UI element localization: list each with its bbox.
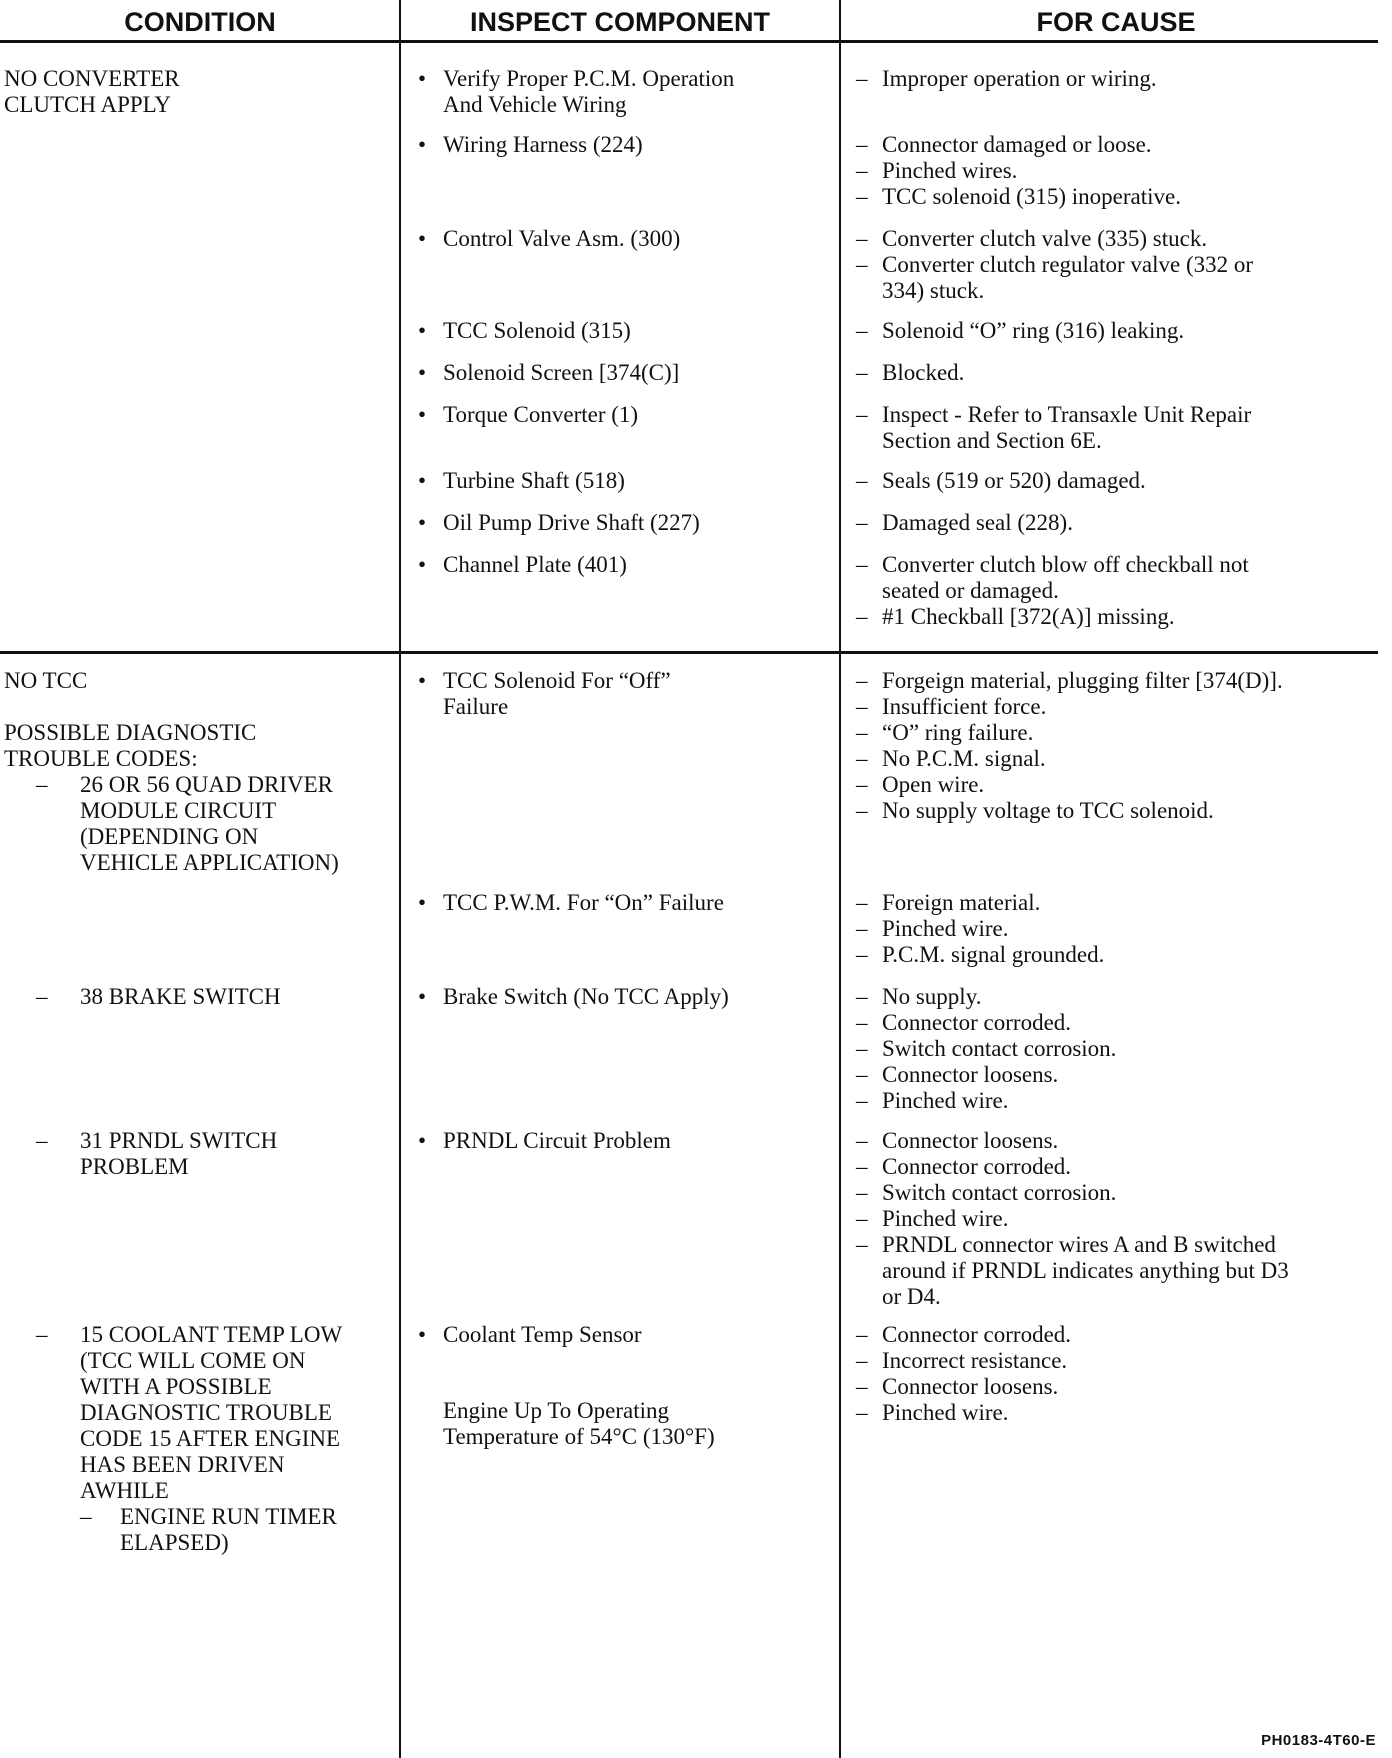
subcode-line: ENGINE RUN TIMER [120, 1504, 337, 1529]
code-line: PROBLEM [80, 1154, 189, 1179]
component-line: And Vehicle Wiring [443, 92, 627, 117]
dash-icon: – [856, 1322, 868, 1347]
cause-line: Seals (519 or 520) damaged. [882, 468, 1146, 493]
dash-icon: – [856, 1154, 868, 1179]
column-divider-right [839, 0, 841, 1758]
code-line: VEHICLE APPLICATION) [80, 850, 339, 875]
dash-icon: – [856, 798, 868, 823]
header-condition: CONDITION [124, 7, 276, 37]
cause-line: Foreign material. [882, 890, 1041, 915]
dash-icon: – [856, 1088, 868, 1113]
dash-icon: – [36, 1322, 48, 1347]
code-line: (DEPENDING ON [80, 824, 259, 849]
dash-icon: – [856, 1062, 868, 1087]
dash-icon: – [36, 1128, 48, 1153]
cause-line: Incorrect resistance. [882, 1348, 1068, 1373]
header-for-cause: FOR CAUSE [1036, 7, 1196, 37]
cause-line: “O” ring failure. [882, 720, 1034, 745]
dash-icon: – [856, 226, 868, 251]
cause-line: Connector loosens. [882, 1062, 1059, 1087]
component-line: Brake Switch (No TCC Apply) [443, 984, 729, 1009]
code-line: 26 OR 56 QUAD DRIVER [80, 772, 333, 797]
dash-icon: – [36, 984, 48, 1009]
subcode-line: ELAPSED) [120, 1530, 229, 1555]
note-line: Temperature of 54°C (130°F) [443, 1424, 715, 1449]
dash-icon: – [856, 1232, 868, 1257]
cause-line: No P.C.M. signal. [882, 746, 1046, 771]
dash-icon: – [856, 66, 868, 91]
cause-line: PRNDL connector wires A and B switched [882, 1232, 1276, 1257]
figure-id: PH0183-4T60-E [1261, 1732, 1376, 1749]
component-line: TCC Solenoid (315) [443, 318, 631, 343]
bullet-icon: • [418, 552, 427, 577]
component-line: Torque Converter (1) [443, 402, 639, 427]
component-line: Wiring Harness (224) [443, 132, 643, 157]
code-line: DIAGNOSTIC TROUBLE [80, 1400, 332, 1425]
dash-icon: – [856, 184, 868, 209]
dtc-heading-line: POSSIBLE DIAGNOSTIC [4, 720, 257, 745]
cause-line: 334) stuck. [882, 278, 985, 303]
component-line: Oil Pump Drive Shaft (227) [443, 510, 700, 535]
bullet-icon: • [418, 1128, 427, 1153]
cause-line: Section and Section 6E. [882, 428, 1102, 453]
code-line: MODULE CIRCUIT [80, 798, 277, 823]
dash-icon: – [856, 132, 868, 157]
cause-line: Converter clutch valve (335) stuck. [882, 226, 1208, 251]
cause-line: Insufficient force. [882, 694, 1047, 719]
cause-line: Blocked. [882, 360, 965, 385]
cause-line: Damaged seal (228). [882, 510, 1073, 535]
code-line: 15 COOLANT TEMP LOW [80, 1322, 343, 1347]
header-rule [0, 40, 1378, 43]
section2-title: NO TCC [4, 668, 88, 693]
dash-icon: – [856, 720, 868, 745]
component-line: Turbine Shaft (518) [443, 468, 625, 493]
header-inspect-component: INSPECT COMPONENT [469, 7, 771, 37]
cause-line: Switch contact corrosion. [882, 1036, 1117, 1061]
code-line: AWHILE [80, 1478, 169, 1503]
dash-icon: – [856, 668, 868, 693]
cause-line: Converter clutch blow off checkball not [882, 552, 1249, 577]
cause-line: Pinched wire. [882, 1206, 1009, 1231]
cause-line: #1 Checkball [372(A)] missing. [882, 604, 1175, 629]
bullet-icon: • [418, 360, 427, 385]
cause-line: Forgeign material, plugging filter [374(D)]. [882, 668, 1283, 693]
cause-line: TCC solenoid (315) inoperative. [882, 184, 1181, 209]
cause-line: seated or damaged. [882, 578, 1059, 603]
bullet-icon: • [418, 132, 427, 157]
dash-icon: – [856, 1036, 868, 1061]
dash-icon: – [856, 552, 868, 577]
cause-line: No supply voltage to TCC solenoid. [882, 798, 1214, 823]
column-divider-left [399, 0, 401, 1758]
bullet-icon: • [418, 402, 427, 427]
dash-icon: – [856, 984, 868, 1009]
bullet-icon: • [418, 226, 427, 251]
dash-icon: – [856, 942, 868, 967]
cause-line: Pinched wire. [882, 1088, 1009, 1113]
cause-line: Connector damaged or loose. [882, 132, 1152, 157]
cause-line: Open wire. [882, 772, 985, 797]
cause-line: around if PRNDL indicates anything but D3 [882, 1258, 1289, 1283]
dash-icon: – [856, 360, 868, 385]
cause-line: Connector loosens. [882, 1128, 1059, 1153]
dash-icon: – [856, 1010, 868, 1035]
bullet-icon: • [418, 984, 427, 1009]
component-line: PRNDL Circuit Problem [443, 1128, 671, 1153]
dtc-heading-line: TROUBLE CODES: [4, 746, 198, 771]
dash-icon: – [856, 1128, 868, 1153]
cause-line: Inspect - Refer to Transaxle Unit Repair [882, 402, 1252, 427]
bullet-icon: • [418, 1322, 427, 1347]
code-line: 38 BRAKE SWITCH [80, 984, 281, 1009]
note-line: Engine Up To Operating [443, 1398, 670, 1423]
cause-line: P.C.M. signal grounded. [882, 942, 1105, 967]
dash-icon: – [856, 1348, 868, 1373]
dash-icon: – [80, 1504, 92, 1529]
bullet-icon: • [418, 468, 427, 493]
dash-icon: – [856, 1206, 868, 1231]
dash-icon: – [856, 772, 868, 797]
component-line: TCC P.W.M. For “On” Failure [443, 890, 724, 915]
cause-line: or D4. [882, 1284, 941, 1309]
cause-line: Pinched wire. [882, 916, 1009, 941]
cause-line: Solenoid “O” ring (316) leaking. [882, 318, 1185, 343]
bullet-icon: • [418, 510, 427, 535]
dash-icon: – [36, 772, 48, 797]
bullet-icon: • [418, 66, 427, 91]
dash-icon: – [856, 604, 868, 629]
component-line: Coolant Temp Sensor [443, 1322, 642, 1347]
dash-icon: – [856, 1180, 868, 1205]
dash-icon: – [856, 468, 868, 493]
code-line: 31 PRNDL SWITCH [80, 1128, 278, 1153]
dash-icon: – [856, 746, 868, 771]
dash-icon: – [856, 694, 868, 719]
cause-line: Pinched wire. [882, 1400, 1009, 1425]
bullet-icon: • [418, 668, 427, 693]
code-line: HAS BEEN DRIVEN [80, 1452, 285, 1477]
dash-icon: – [856, 916, 868, 941]
dash-icon: – [856, 402, 868, 427]
bullet-icon: • [418, 318, 427, 343]
dash-icon: – [856, 510, 868, 535]
cause-line: Connector corroded. [882, 1154, 1072, 1179]
code-line: WITH A POSSIBLE [80, 1374, 272, 1399]
dash-icon: – [856, 1400, 868, 1425]
cause-line: Converter clutch regulator valve (332 or [882, 252, 1254, 277]
dash-icon: – [856, 890, 868, 915]
component-line: Channel Plate (401) [443, 552, 627, 577]
dash-icon: – [856, 252, 868, 277]
condition-line: NO CONVERTER [4, 66, 180, 91]
dash-icon: – [856, 1374, 868, 1399]
cause-line: Connector loosens. [882, 1374, 1059, 1399]
cause-line: Connector corroded. [882, 1010, 1072, 1035]
code-line: CODE 15 AFTER ENGINE [80, 1426, 341, 1451]
component-line: Verify Proper P.C.M. Operation [443, 66, 735, 91]
component-line: TCC Solenoid For “Off” [443, 668, 671, 693]
bullet-icon: • [418, 890, 427, 915]
cause-line: Pinched wires. [882, 158, 1018, 183]
cause-line: No supply. [882, 984, 982, 1009]
cause-line: Connector corroded. [882, 1322, 1072, 1347]
component-line: Control Valve Asm. (300) [443, 226, 681, 251]
component-line: Solenoid Screen [374(C)] [443, 360, 680, 385]
dash-icon: – [856, 158, 868, 183]
section-divider [0, 651, 1378, 654]
condition-line: CLUTCH APPLY [4, 92, 172, 117]
dash-icon: – [856, 318, 868, 343]
cause-line: Improper operation or wiring. [882, 66, 1157, 91]
code-line: (TCC WILL COME ON [80, 1348, 306, 1373]
cause-line: Switch contact corrosion. [882, 1180, 1117, 1205]
component-line: Failure [443, 694, 509, 719]
